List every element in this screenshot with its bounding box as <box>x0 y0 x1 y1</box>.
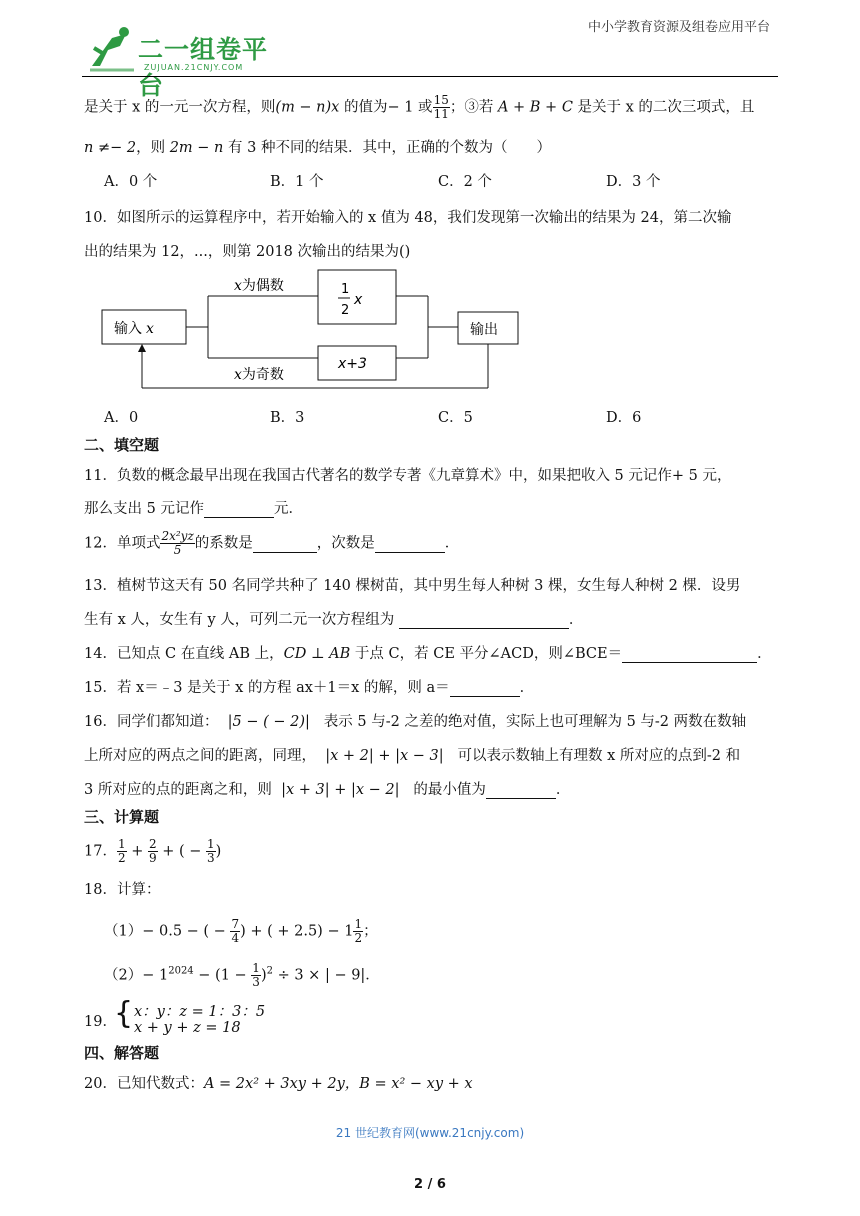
q9-text-b2: ，则 <box>136 140 170 156</box>
q11-line2 <box>84 497 303 518</box>
flow-output-text: 输出 <box>470 322 498 338</box>
q12-end: ． <box>444 535 460 552</box>
q17-frac2 <box>148 838 158 865</box>
q10-line2: 出的结果为 12，...，则第 2018 次输出的结果为() <box>84 244 411 260</box>
q18-part2 <box>104 962 380 989</box>
q16-expr1: |5 − ( − 2)| <box>227 714 310 730</box>
q18-p2-c: ) <box>260 967 267 984</box>
q17-plus1: + <box>126 843 148 860</box>
q18-part1 <box>104 918 378 945</box>
q9-expr-n: n ≠− 2 <box>84 140 137 156</box>
q9-text-f: 是关于 x 的二次三项式，且 <box>572 99 755 116</box>
q12-mid: 的系数是 <box>194 535 253 552</box>
q18-p1-fn: 7 <box>231 917 240 931</box>
q17-plus2: + ( − <box>157 843 207 860</box>
flow-half-var: x <box>354 292 363 308</box>
runner-logo-icon <box>86 26 138 74</box>
q18-p1-mn: 1 <box>354 917 363 931</box>
q18-p1-b: ) + ( + 2.5) − 1 <box>240 923 354 940</box>
q9-expr-abc: A + B + C <box>497 99 573 116</box>
q16-line3 <box>84 778 570 799</box>
q18-p2-exp2: 2 <box>266 965 273 977</box>
q18-p2-frac <box>251 962 261 989</box>
q18-p1-end: ； <box>363 923 378 940</box>
q11-answer-blank[interactable] <box>204 501 274 518</box>
q16-text-c3: 的最小值为 <box>413 782 486 798</box>
q16-text-c2: 可以表示数轴上有理数 x 所对应的点到-2 和 <box>457 748 741 764</box>
q12-coefficient-blank[interactable] <box>253 536 317 553</box>
flow-half-den: 2 <box>341 303 350 318</box>
section-fill-blank: 二、填空题 <box>84 436 160 454</box>
section-answer: 四、解答题 <box>84 1044 160 1062</box>
q16-end: ． <box>555 782 571 798</box>
q10-option-d: D．6 <box>606 410 642 426</box>
q16-line1 <box>84 710 746 731</box>
q11-text: 那么支出 5 元记作 <box>84 501 204 517</box>
q18-p1-md: 2 <box>354 931 363 945</box>
platform-name: 中小学教育资源及组卷应用平台 <box>587 20 770 35</box>
q9-text-a: 是关于 x 的一元一次方程，则 <box>84 99 276 116</box>
q14-answer-blank[interactable] <box>622 646 757 663</box>
q17-f2-den: 9 <box>148 851 157 865</box>
q16-text-a2: 上所对应的两点之间的距离，同理， <box>84 748 316 764</box>
q9-text-c: 的值为− 1 或 <box>339 99 433 116</box>
q19-brace-icon: { <box>114 996 134 1031</box>
q9-option-a: A．0 个 <box>104 174 158 190</box>
flow-even-label: x为偶数 <box>234 278 284 294</box>
q19-label: 19． <box>84 1014 117 1030</box>
q9-expr-mn: (m − n)x <box>275 99 340 116</box>
q17-frac1 <box>117 838 127 865</box>
q12-fraction <box>160 530 194 557</box>
q18-p2-a: （2）− 1 <box>104 967 169 984</box>
q14-text-a: 14．已知点 C 在直线 AB 上， <box>84 646 284 662</box>
q12-mid2: ，次数是 <box>316 535 375 552</box>
q20-expr: A = 2x² + 3xy + 2y，B = x² − xy + x <box>203 1076 473 1092</box>
footer-link[interactable]: 21 世纪教育网(www.21cnjy.com) <box>335 1126 525 1140</box>
q10-option-c: C．5 <box>438 410 473 426</box>
q12-prefix: 12．单项式 <box>84 535 161 552</box>
flow-odd-label: x为奇数 <box>234 367 284 383</box>
header-divider <box>82 76 778 77</box>
flow-plus3-text: x+3 <box>338 356 367 372</box>
q14-line <box>84 642 772 663</box>
q18-p1-frac <box>230 918 240 945</box>
q16-text-a3: 3 所对应的点的距离之和，则 <box>84 782 272 798</box>
q18-p1-fd: 4 <box>231 931 240 945</box>
logo-subtext: ZUJUAN.21CNJY.COM <box>144 63 244 72</box>
q17-f3-den: 3 <box>207 851 215 865</box>
q15-answer-blank[interactable] <box>450 680 520 697</box>
q18-p1-mixed-frac <box>353 918 363 945</box>
q18-p2-d: ÷ 3 × | − 9|． <box>272 967 380 984</box>
q16-text-c: 表示 5 与-2 之差的绝对值，实际上也可理解为 5 与-2 两数在数轴 <box>323 714 747 730</box>
q12-frac-den: 5 <box>173 543 182 557</box>
q9-option-c: C．2 个 <box>438 174 492 190</box>
q16-line2 <box>84 744 740 765</box>
q14-expr: CD ⊥ AB <box>283 646 351 662</box>
q18-label: 18．计算： <box>84 882 161 898</box>
q13-end: ． <box>568 612 584 628</box>
logo-text: 二一组卷平台 <box>138 35 269 100</box>
q9-option-b: B．1 个 <box>270 174 324 190</box>
logo <box>86 26 286 100</box>
q15-text: 15．若 x＝﹣3 是关于 x 的方程 ax＋1＝x 的解，则 a＝ <box>84 680 450 696</box>
q18-p2-fd: 3 <box>252 975 260 989</box>
q16-expr3: |x + 3| + |x − 2| <box>281 782 400 798</box>
q18-p2-fn: 1 <box>252 961 260 975</box>
q13-line2 <box>84 608 583 629</box>
q9-text-d2: 有 3 种不同的结果．其中，正确的个数为（ ） <box>223 140 551 156</box>
q9-line1 <box>84 94 754 121</box>
q13-line1: 13．植树节这天有 50 名同学共种了 140 棵树苗，其中男生每人种树 3 棵，女生每人种树 2 棵．设男 <box>84 578 741 594</box>
flow-half-num: 1 <box>341 282 350 297</box>
q12-degree-blank[interactable] <box>375 536 445 553</box>
q10-option-b: B．3 <box>270 410 305 426</box>
q18-p2-b: − (1 − <box>193 967 252 984</box>
page-number: 2 / 6 <box>414 1177 446 1192</box>
q9-option-d: D．3 个 <box>606 174 661 190</box>
q11-unit: 元． <box>273 501 303 517</box>
q10-option-a: A．0 <box>104 410 139 426</box>
q14-text-c: 于点 C，若 CE 平分∠ACD，则∠BCE＝ <box>350 646 623 662</box>
q9-fraction <box>433 94 450 121</box>
q20-line <box>84 1072 473 1093</box>
q12-frac-num: 2x²yz <box>161 529 194 543</box>
flow-arrow-head <box>138 344 146 352</box>
q18-p1-a: （1）− 0.5 − ( − <box>104 923 231 940</box>
q17-f1-num: 1 <box>117 837 126 851</box>
q10-flowchart <box>96 266 526 396</box>
q18-p2-exp: 2024 <box>168 965 194 977</box>
q15-line <box>84 676 534 697</box>
q9-line2 <box>84 136 551 157</box>
flow-input-text: 输入 x <box>114 321 154 337</box>
q16-expr2: |x + 2| + |x − 3| <box>325 748 444 764</box>
q19-eq2: x + y + z = 18 <box>134 1020 241 1036</box>
q16-answer-blank[interactable] <box>486 782 556 799</box>
q17-label: 17． <box>84 843 117 860</box>
q17-close: ) <box>215 843 222 860</box>
q20-text: 20．已知代数式： <box>84 1076 204 1092</box>
q9-frac-den: 11 <box>433 107 449 121</box>
q17-f2-num: 2 <box>148 837 157 851</box>
q17-f1-den: 2 <box>117 851 126 865</box>
q17-frac3 <box>206 838 216 865</box>
q16-text-a: 16．同学们都知道： <box>84 714 219 730</box>
q12-line <box>84 530 459 557</box>
q10-line1: 10．如图所示的运算程序中，若开始输入的 x 值为 48，我们发现第一次输出的结果为 24，第二次输 <box>84 210 732 226</box>
q13-answer-blank[interactable] <box>399 612 569 629</box>
q11-line1: 11．负数的概念最早出现在我国古代著名的数学专著《九章算术》中，如果把收入 5 元记作+ 5 元， <box>84 468 732 484</box>
q17-line <box>84 838 221 865</box>
q17-f3-num: 1 <box>207 837 215 851</box>
q9-frac-num: 15 <box>433 93 449 107</box>
q14-end: ． <box>757 646 772 662</box>
q9-expr-2mn: 2m − n <box>169 140 224 156</box>
q19-eq1: x：y：z = 1：3：5 <box>134 1004 266 1020</box>
section-calculation: 三、计算题 <box>84 808 160 826</box>
q13-text: 生有 x 人，女生有 y 人，可列二元一次方程组为 <box>84 612 399 628</box>
q15-end: ． <box>519 680 535 696</box>
q9-text-d: ；③若 <box>449 99 498 116</box>
